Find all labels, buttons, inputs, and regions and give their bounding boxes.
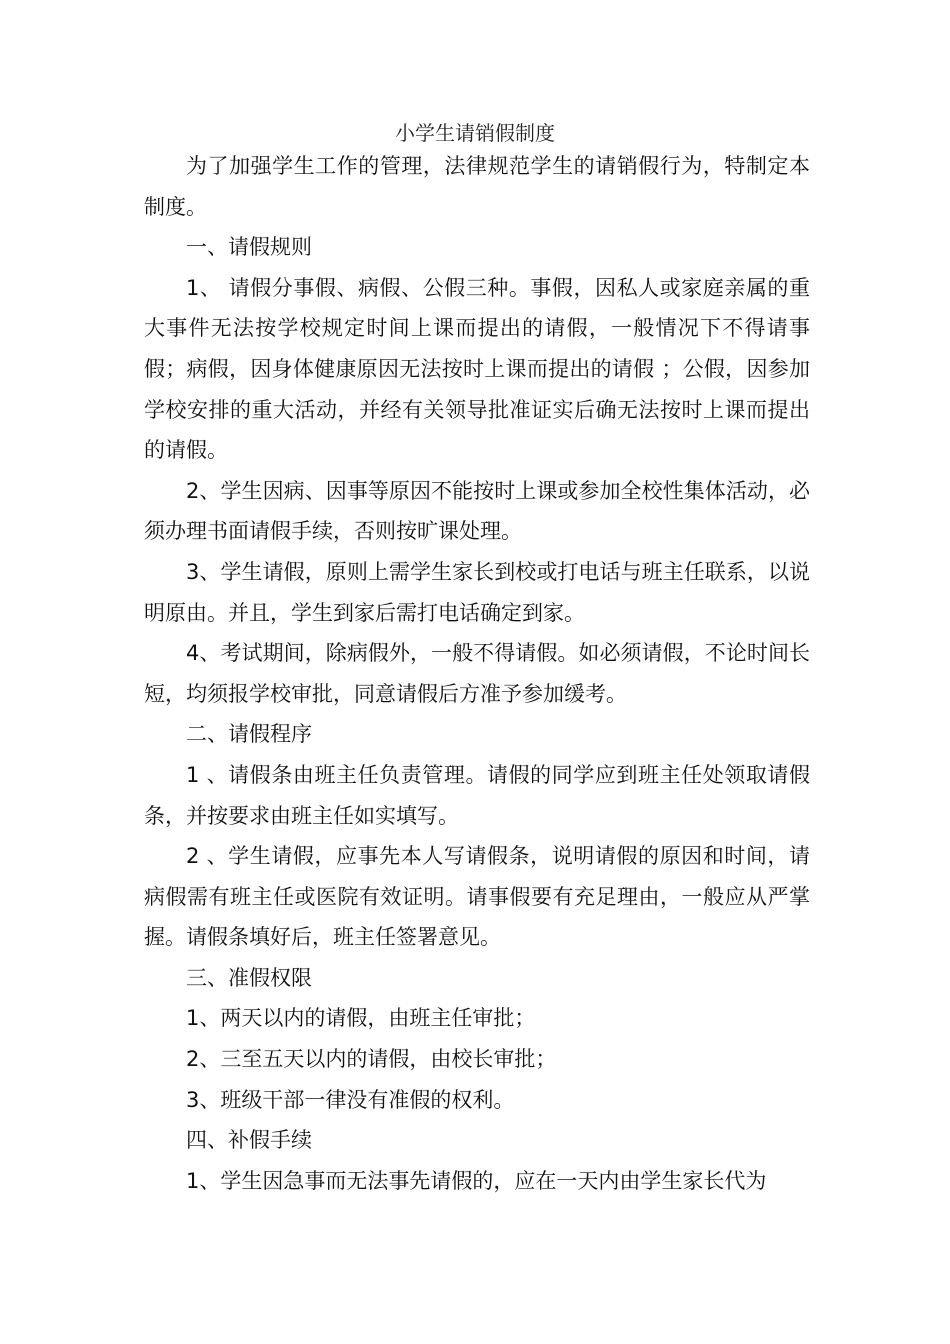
procedure-paragraph-2: 2 、学生请假，应事先本人写请假条，说明请假的原因和时间，请病假需有班主任或医院有效证明。请事假要有充足理由，一般应从严掌握。请假条填好后，班主任签署意见。 xyxy=(144,844,810,950)
intro-paragraph: 为了加强学生工作的管理，法律规范学生的请销假行为，特制定本制度。 xyxy=(144,154,810,219)
rule-paragraph-3: 3、学生请假，原则上需学生家长到校或打电话与班主任联系，以说明原由。并且，学生到家后需打电话确定到家。 xyxy=(144,559,810,625)
section-heading-leave-procedure: 二、请假程序 xyxy=(186,722,312,747)
document-title: 小学生请销假制度 xyxy=(395,121,555,145)
document-body xyxy=(144,146,810,1201)
procedure-paragraph-1: 1 、请假条由班主任负责管理。请假的同学应到班主任处领取请假条，并按要求由班主任如实填写。 xyxy=(144,762,810,828)
rule-paragraph-1: 1、 请假分事假、病假、公假三种。事假，因私人或家庭亲属的重大事件无法按学校规定时间上课而提出的请假，一般情况下不得请事假；病假，因身体健康原因无法按时上课而提出的请假 ；公假，因参加学校安排的重大活动，并经有关领导批准证实后确无法按时上课而提出的请假。 xyxy=(144,275,810,463)
rule-paragraph-4: 4、考试期间，除病假外，一般不得请假。如必须请假，不论时间长短，均须报学校审批，同意请假后方准予参加缓考。 xyxy=(144,641,810,706)
section-heading-leave-rules: 一、请假规则 xyxy=(186,235,312,260)
section-heading-approval-authority: 三、准假权限 xyxy=(186,965,312,990)
section-heading-makeup-procedure: 四、补假手续 xyxy=(186,1128,312,1153)
authority-item-2: 2、三至五天以内的请假，由校长审批； xyxy=(186,1047,557,1072)
makeup-paragraph-1: 1、学生因急事而无法事先请假的，应在一天内由学生家长代为 xyxy=(186,1168,767,1193)
authority-item-3: 3、班级干部一律没有准假的权利。 xyxy=(186,1087,515,1112)
rule-paragraph-2: 2、学生因病、因事等原因不能按时上课或参加全校性集体活动，必须办理书面请假手续，否则按旷课处理。 xyxy=(144,478,810,544)
authority-item-1: 1、两天以内的请假，由班主任审批； xyxy=(186,1006,536,1031)
